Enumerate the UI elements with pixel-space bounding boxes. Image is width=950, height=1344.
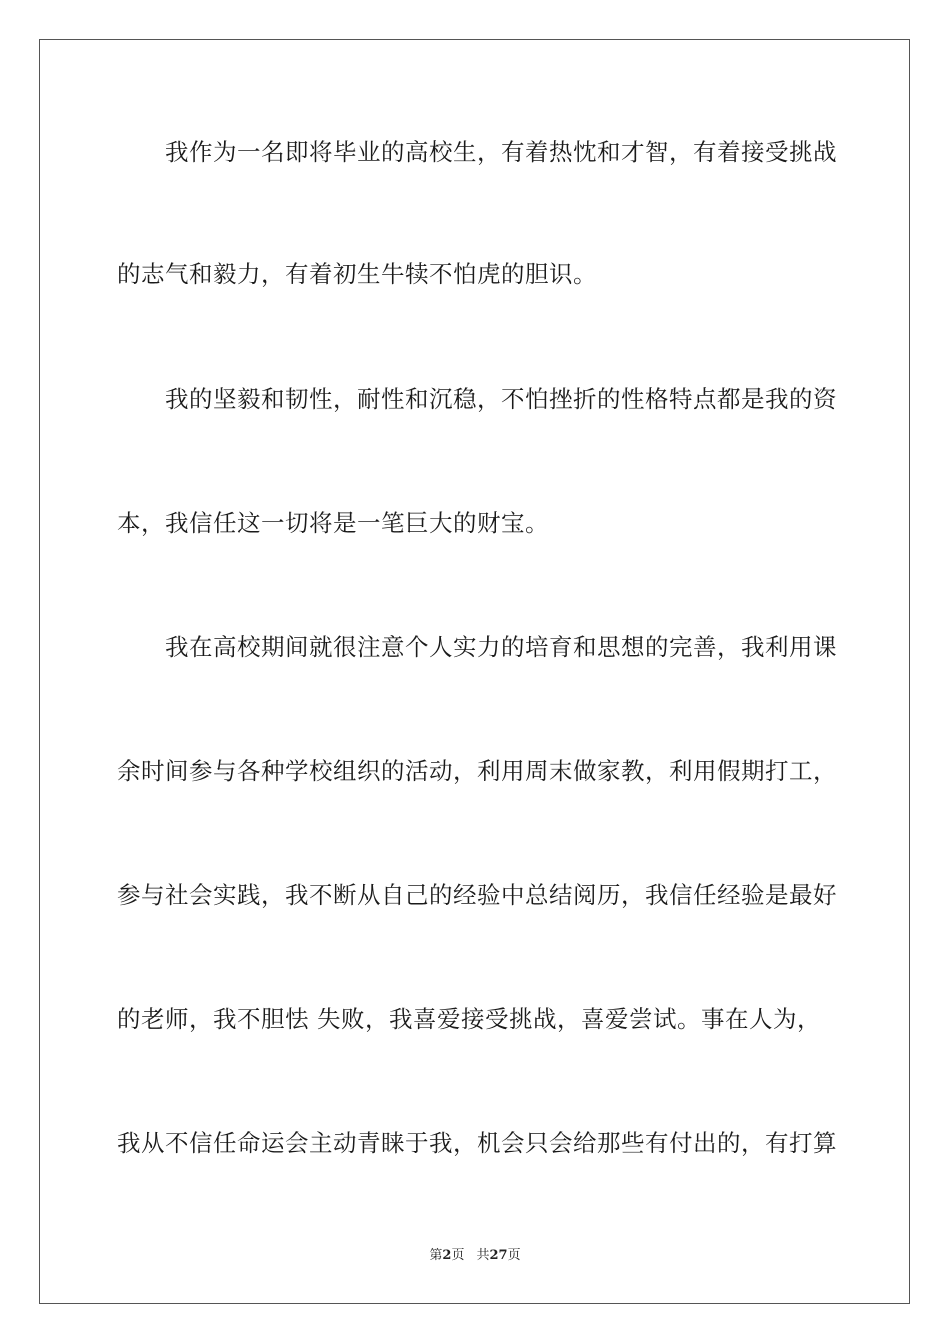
body-line-7: 参与社会实践，我不断从自己的经验中总结阅历，我信任经验是最好 bbox=[117, 881, 837, 909]
total-pages: 27 bbox=[489, 1248, 508, 1263]
body-line-8: 的老师，我不胆怯 失败，我喜爱接受挑战，喜爱尝试。事在人为， bbox=[117, 1005, 821, 1033]
body-line-2: 的志气和毅力，有着初生牛犊不怕虎的胆识。 bbox=[117, 260, 597, 288]
page-footer bbox=[0, 1248, 950, 1264]
total-suffix: 页 bbox=[507, 1248, 521, 1263]
body-line-1: 我作为一名即将毕业的高校生，有着热忱和才智，有着接受挑战 bbox=[165, 138, 837, 166]
page-border bbox=[39, 39, 910, 1304]
body-line-4: 本，我信任这一切将是一笔巨大的财宝。 bbox=[117, 509, 549, 537]
body-line-5: 我在高校期间就很注意个人实力的培育和思想的完善，我利用课 bbox=[165, 633, 837, 661]
body-line-6: 余时间参与各种学校组织的活动，利用周末做家教，利用假期打工， bbox=[117, 757, 837, 785]
body-line-3: 我的坚毅和韧性，耐性和沉稳，不怕挫折的性格特点都是我的资 bbox=[165, 385, 837, 413]
page-number: 2 bbox=[442, 1248, 452, 1263]
body-line-9: 我从不信任命运会主动青睐于我，机会只会给那些有付出的，有打算 bbox=[117, 1129, 837, 1157]
page-prefix: 第 bbox=[429, 1248, 443, 1263]
total-prefix: 共 bbox=[476, 1248, 490, 1263]
page-suffix: 页 bbox=[451, 1248, 465, 1263]
